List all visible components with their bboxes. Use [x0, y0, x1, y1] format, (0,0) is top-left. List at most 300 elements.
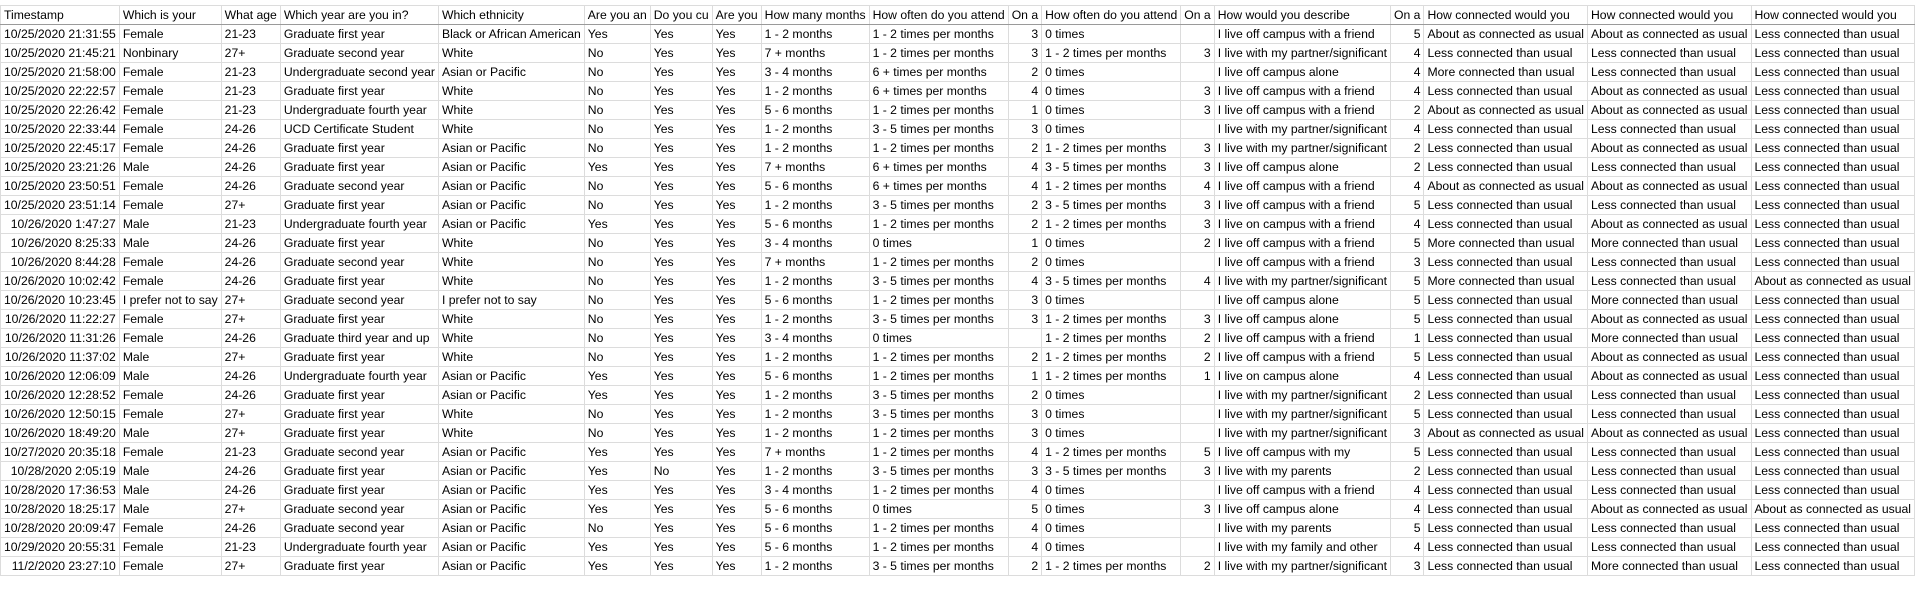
table-cell[interactable]: 27+ — [221, 44, 280, 63]
table-cell[interactable]: 0 times — [869, 329, 1008, 348]
table-cell[interactable]: Less connected than usual — [1587, 538, 1751, 557]
table-cell[interactable]: 2 — [1181, 348, 1214, 367]
table-cell[interactable]: Less connected than usual — [1424, 139, 1588, 158]
table-cell[interactable]: Yes — [584, 367, 650, 386]
table-cell[interactable]: Less connected than usual — [1587, 158, 1751, 177]
table-cell[interactable]: Yes — [650, 272, 712, 291]
table-cell[interactable]: Graduate first year — [280, 196, 438, 215]
table-cell[interactable]: No — [584, 139, 650, 158]
table-cell[interactable]: 1 - 2 times per months — [869, 424, 1008, 443]
table-cell[interactable]: 10/25/2020 23:21:26 — [1, 158, 120, 177]
table-cell[interactable]: 1 - 2 times per months — [1042, 177, 1181, 196]
table-cell[interactable]: 1 - 2 times per months — [1042, 329, 1181, 348]
column-header[interactable]: Which year are you in? — [280, 6, 438, 25]
table-cell[interactable]: About as connected as usual — [1587, 310, 1751, 329]
table-cell[interactable]: Yes — [650, 234, 712, 253]
table-cell[interactable]: I prefer not to say — [119, 291, 221, 310]
table-cell[interactable]: Less connected than usual — [1751, 196, 1915, 215]
table-cell[interactable]: About as connected as usual — [1587, 25, 1751, 44]
table-cell[interactable]: Asian or Pacific — [438, 367, 584, 386]
table-cell[interactable]: Yes — [584, 25, 650, 44]
table-cell[interactable]: Graduate first year — [280, 139, 438, 158]
table-cell[interactable]: 10/26/2020 11:22:27 — [1, 310, 120, 329]
table-cell[interactable]: Undergraduate fourth year — [280, 538, 438, 557]
table-cell[interactable]: 4 — [1008, 158, 1041, 177]
table-cell[interactable]: 10/25/2020 22:45:17 — [1, 139, 120, 158]
table-cell[interactable]: 4 — [1008, 519, 1041, 538]
table-cell[interactable]: Yes — [712, 386, 761, 405]
table-cell[interactable]: Less connected than usual — [1424, 481, 1588, 500]
table-cell[interactable]: Yes — [712, 82, 761, 101]
table-cell[interactable]: Less connected than usual — [1587, 44, 1751, 63]
table-cell[interactable]: 5 - 6 months — [761, 538, 869, 557]
table-cell[interactable]: Less connected than usual — [1751, 519, 1915, 538]
table-cell[interactable]: Yes — [650, 196, 712, 215]
table-cell[interactable]: Less connected than usual — [1751, 386, 1915, 405]
table-cell[interactable]: 3 — [1008, 310, 1041, 329]
table-cell[interactable]: 0 times — [1042, 82, 1181, 101]
table-cell[interactable]: I live off campus with my — [1214, 443, 1390, 462]
table-cell[interactable]: Less connected than usual — [1424, 557, 1588, 576]
table-cell[interactable]: 5 — [1391, 291, 1424, 310]
table-cell[interactable]: Graduate first year — [280, 481, 438, 500]
table-cell[interactable]: Yes — [650, 291, 712, 310]
table-cell[interactable]: 1 - 2 times per months — [1042, 367, 1181, 386]
table-cell[interactable]: 1 - 2 times per months — [1042, 139, 1181, 158]
table-cell[interactable]: Yes — [584, 538, 650, 557]
table-cell[interactable]: No — [584, 405, 650, 424]
table-cell[interactable]: 10/29/2020 20:55:31 — [1, 538, 120, 557]
table-cell[interactable]: 7 + months — [761, 253, 869, 272]
table-cell[interactable]: More connected than usual — [1587, 557, 1751, 576]
table-cell[interactable]: Yes — [712, 63, 761, 82]
table-cell[interactable]: More connected than usual — [1424, 63, 1588, 82]
table-cell[interactable]: Undergraduate fourth year — [280, 215, 438, 234]
table-cell[interactable]: Less connected than usual — [1424, 367, 1588, 386]
table-cell[interactable]: White — [438, 424, 584, 443]
table-cell[interactable]: White — [438, 82, 584, 101]
table-cell[interactable]: Less connected than usual — [1424, 329, 1588, 348]
table-cell[interactable]: Yes — [650, 367, 712, 386]
table-cell[interactable]: 5 - 6 months — [761, 101, 869, 120]
table-cell[interactable]: 3 - 5 times per months — [869, 405, 1008, 424]
table-cell[interactable]: Yes — [584, 500, 650, 519]
column-header[interactable]: Which is your — [119, 6, 221, 25]
table-cell[interactable]: I live off campus with a friend — [1214, 234, 1390, 253]
table-cell[interactable]: 0 times — [1042, 405, 1181, 424]
table-cell[interactable]: 5 - 6 months — [761, 177, 869, 196]
table-cell[interactable]: Yes — [712, 25, 761, 44]
table-cell[interactable]: 21-23 — [221, 101, 280, 120]
table-cell[interactable]: 0 times — [1042, 291, 1181, 310]
table-cell[interactable]: 2 — [1008, 139, 1041, 158]
table-cell[interactable]: I prefer not to say — [438, 291, 584, 310]
table-cell[interactable]: 4 — [1391, 120, 1424, 139]
table-cell[interactable]: Male — [119, 348, 221, 367]
table-cell[interactable]: Less connected than usual — [1751, 291, 1915, 310]
table-cell[interactable]: 4 — [1391, 44, 1424, 63]
table-cell[interactable]: Less connected than usual — [1587, 443, 1751, 462]
table-cell[interactable]: 24-26 — [221, 158, 280, 177]
table-cell[interactable]: 24-26 — [221, 519, 280, 538]
table-cell[interactable]: Yes — [650, 481, 712, 500]
table-cell[interactable]: Yes — [712, 196, 761, 215]
table-cell[interactable]: 6 + times per months — [869, 177, 1008, 196]
table-cell[interactable]: 6 + times per months — [869, 82, 1008, 101]
table-cell[interactable]: Less connected than usual — [1751, 234, 1915, 253]
table-cell[interactable]: About as connected as usual — [1587, 82, 1751, 101]
table-cell[interactable]: Graduate first year — [280, 462, 438, 481]
table-cell[interactable]: Asian or Pacific — [438, 443, 584, 462]
table-cell[interactable]: 2 — [1008, 386, 1041, 405]
table-cell[interactable]: Yes — [712, 329, 761, 348]
table-cell[interactable]: 27+ — [221, 196, 280, 215]
table-cell[interactable]: 1 - 2 times per months — [1042, 44, 1181, 63]
table-cell[interactable]: 7 + months — [761, 443, 869, 462]
table-cell[interactable]: 27+ — [221, 424, 280, 443]
table-cell[interactable]: 27+ — [221, 557, 280, 576]
table-cell[interactable]: Less connected than usual — [1587, 462, 1751, 481]
table-cell[interactable]: 0 times — [1042, 424, 1181, 443]
table-cell[interactable]: Yes — [650, 424, 712, 443]
table-cell[interactable]: Yes — [650, 158, 712, 177]
table-cell[interactable]: About as connected as usual — [1587, 424, 1751, 443]
table-cell[interactable]: Female — [119, 253, 221, 272]
table-cell[interactable]: Less connected than usual — [1751, 443, 1915, 462]
table-cell[interactable]: I live off campus with a friend — [1214, 348, 1390, 367]
table-cell[interactable]: Yes — [712, 500, 761, 519]
table-cell[interactable]: 7 + months — [761, 158, 869, 177]
table-cell[interactable]: I live with my partner/significant — [1214, 120, 1390, 139]
table-cell[interactable]: No — [650, 462, 712, 481]
table-cell[interactable]: Yes — [584, 443, 650, 462]
table-cell[interactable]: I live off campus alone — [1214, 310, 1390, 329]
table-cell[interactable]: 3 - 5 times per months — [869, 120, 1008, 139]
table-cell[interactable]: 1 - 2 months — [761, 120, 869, 139]
table-cell[interactable]: 4 — [1008, 177, 1041, 196]
table-cell[interactable]: 21-23 — [221, 443, 280, 462]
table-cell[interactable]: 24-26 — [221, 139, 280, 158]
table-cell[interactable]: I live off campus with a friend — [1214, 82, 1390, 101]
table-cell[interactable]: Yes — [584, 462, 650, 481]
table-cell[interactable]: Less connected than usual — [1751, 44, 1915, 63]
table-cell[interactable]: About as connected as usual — [1424, 101, 1588, 120]
table-cell[interactable]: Female — [119, 120, 221, 139]
table-cell[interactable]: About as connected as usual — [1751, 272, 1915, 291]
table-cell[interactable]: Yes — [712, 291, 761, 310]
table-cell[interactable]: Less connected than usual — [1751, 139, 1915, 158]
table-cell[interactable]: 4 — [1181, 272, 1214, 291]
table-cell[interactable]: More connected than usual — [1424, 234, 1588, 253]
table-cell[interactable]: 0 times — [1042, 234, 1181, 253]
table-cell[interactable]: Yes — [712, 177, 761, 196]
table-cell[interactable]: 24-26 — [221, 253, 280, 272]
table-cell[interactable] — [1181, 481, 1214, 500]
table-cell[interactable]: I live off campus with a friend — [1214, 253, 1390, 272]
table-cell[interactable]: Less connected than usual — [1751, 101, 1915, 120]
table-cell[interactable]: Male — [119, 215, 221, 234]
table-cell[interactable]: 5 — [1391, 196, 1424, 215]
table-cell[interactable]: 10/26/2020 18:49:20 — [1, 424, 120, 443]
table-cell[interactable]: I live off campus with a friend — [1214, 196, 1390, 215]
table-cell[interactable]: Yes — [712, 462, 761, 481]
table-cell[interactable]: Yes — [712, 158, 761, 177]
table-cell[interactable]: Male — [119, 462, 221, 481]
table-cell[interactable]: Graduate third year and up — [280, 329, 438, 348]
table-cell[interactable]: Yes — [650, 177, 712, 196]
column-header[interactable]: How would you describe — [1214, 6, 1390, 25]
column-header[interactable]: Which ethnicity — [438, 6, 584, 25]
table-cell[interactable]: 4 — [1391, 481, 1424, 500]
table-cell[interactable]: Yes — [712, 272, 761, 291]
table-cell[interactable]: 0 times — [1042, 63, 1181, 82]
table-cell[interactable]: 0 times — [869, 500, 1008, 519]
table-cell[interactable]: Less connected than usual — [1751, 367, 1915, 386]
table-cell[interactable]: Less connected than usual — [1424, 405, 1588, 424]
column-header[interactable]: How often do you attend — [869, 6, 1008, 25]
table-cell[interactable]: Undergraduate fourth year — [280, 101, 438, 120]
table-cell[interactable]: Less connected than usual — [1751, 253, 1915, 272]
table-cell[interactable]: Less connected than usual — [1751, 63, 1915, 82]
table-cell[interactable]: Asian or Pacific — [438, 139, 584, 158]
table-cell[interactable]: I live with my partner/significant — [1214, 386, 1390, 405]
table-cell[interactable]: Graduate first year — [280, 310, 438, 329]
table-cell[interactable]: 3 — [1181, 158, 1214, 177]
table-cell[interactable]: I live off campus alone — [1214, 158, 1390, 177]
table-cell[interactable]: 10/25/2020 23:50:51 — [1, 177, 120, 196]
table-cell[interactable]: 21-23 — [221, 82, 280, 101]
table-cell[interactable]: Less connected than usual — [1587, 405, 1751, 424]
table-cell[interactable]: Female — [119, 538, 221, 557]
table-cell[interactable]: 0 times — [1042, 25, 1181, 44]
table-cell[interactable]: Asian or Pacific — [438, 481, 584, 500]
table-cell[interactable]: 1 - 2 times per months — [1042, 310, 1181, 329]
table-cell[interactable]: Yes — [712, 310, 761, 329]
table-cell[interactable]: No — [584, 101, 650, 120]
table-cell[interactable]: Male — [119, 234, 221, 253]
table-cell[interactable] — [1181, 538, 1214, 557]
table-cell[interactable]: 2 — [1391, 386, 1424, 405]
table-cell[interactable]: 1 - 2 times per months — [869, 215, 1008, 234]
table-cell[interactable] — [1008, 329, 1041, 348]
table-cell[interactable]: About as connected as usual — [1587, 101, 1751, 120]
table-cell[interactable]: White — [438, 44, 584, 63]
table-cell[interactable]: Yes — [584, 481, 650, 500]
table-cell[interactable]: 3 — [1008, 291, 1041, 310]
table-cell[interactable]: 27+ — [221, 405, 280, 424]
table-cell[interactable]: 0 times — [1042, 519, 1181, 538]
table-cell[interactable] — [1181, 63, 1214, 82]
table-cell[interactable]: I live with my parents — [1214, 462, 1390, 481]
table-cell[interactable]: Graduate first year — [280, 158, 438, 177]
table-cell[interactable]: Less connected than usual — [1424, 443, 1588, 462]
table-cell[interactable]: Female — [119, 196, 221, 215]
column-header[interactable]: Are you — [712, 6, 761, 25]
table-cell[interactable]: I live on campus alone — [1214, 367, 1390, 386]
table-cell[interactable]: 10/25/2020 21:45:21 — [1, 44, 120, 63]
table-cell[interactable]: 1 - 2 months — [761, 386, 869, 405]
table-cell[interactable]: 10/28/2020 17:36:53 — [1, 481, 120, 500]
table-cell[interactable]: 3 - 5 times per months — [1042, 462, 1181, 481]
table-cell[interactable]: 1 - 2 times per months — [869, 519, 1008, 538]
table-cell[interactable]: 5 — [1391, 405, 1424, 424]
table-cell[interactable]: 1 - 2 times per months — [869, 253, 1008, 272]
table-cell[interactable]: 1 - 2 months — [761, 348, 869, 367]
column-header[interactable]: What age — [221, 6, 280, 25]
table-cell[interactable]: I live with my partner/significant — [1214, 557, 1390, 576]
table-cell[interactable]: 3 — [1008, 25, 1041, 44]
table-cell[interactable]: Less connected than usual — [1424, 120, 1588, 139]
table-cell[interactable]: 1 — [1391, 329, 1424, 348]
table-cell[interactable] — [1181, 291, 1214, 310]
table-cell[interactable]: Graduate second year — [280, 177, 438, 196]
table-cell[interactable]: I live on campus with a friend — [1214, 215, 1390, 234]
table-cell[interactable]: Graduate second year — [280, 253, 438, 272]
table-cell[interactable]: Yes — [712, 557, 761, 576]
table-cell[interactable]: No — [584, 234, 650, 253]
table-cell[interactable]: Female — [119, 139, 221, 158]
table-cell[interactable]: Less connected than usual — [1587, 519, 1751, 538]
table-cell[interactable]: Less connected than usual — [1424, 386, 1588, 405]
table-cell[interactable]: 1 - 2 times per months — [869, 101, 1008, 120]
table-cell[interactable]: More connected than usual — [1587, 291, 1751, 310]
table-cell[interactable]: 3 — [1008, 120, 1041, 139]
table-cell[interactable]: Yes — [650, 519, 712, 538]
table-cell[interactable]: 2 — [1391, 462, 1424, 481]
table-cell[interactable]: 4 — [1008, 481, 1041, 500]
column-header[interactable]: Do you cu — [650, 6, 712, 25]
table-cell[interactable]: More connected than usual — [1587, 234, 1751, 253]
table-cell[interactable]: 3 — [1008, 405, 1041, 424]
table-cell[interactable]: 5 — [1391, 348, 1424, 367]
table-cell[interactable]: 1 - 2 times per months — [1042, 443, 1181, 462]
table-cell[interactable]: 1 - 2 months — [761, 405, 869, 424]
table-cell[interactable]: 10/26/2020 12:06:09 — [1, 367, 120, 386]
table-cell[interactable]: 3 - 4 months — [761, 329, 869, 348]
table-cell[interactable]: Graduate first year — [280, 272, 438, 291]
table-cell[interactable]: 4 — [1391, 500, 1424, 519]
table-cell[interactable]: Asian or Pacific — [438, 158, 584, 177]
table-cell[interactable]: I live with my partner/significant — [1214, 139, 1390, 158]
table-cell[interactable]: About as connected as usual — [1587, 139, 1751, 158]
table-cell[interactable]: Graduate second year — [280, 291, 438, 310]
table-cell[interactable]: I live with my partner/significant — [1214, 424, 1390, 443]
table-cell[interactable]: Less connected than usual — [1751, 82, 1915, 101]
table-cell[interactable]: Less connected than usual — [1424, 196, 1588, 215]
table-cell[interactable]: White — [438, 348, 584, 367]
table-cell[interactable] — [1181, 253, 1214, 272]
table-cell[interactable]: Yes — [712, 215, 761, 234]
table-cell[interactable]: 0 times — [1042, 481, 1181, 500]
column-header[interactable]: How connected would you — [1424, 6, 1588, 25]
table-cell[interactable]: Undergraduate fourth year — [280, 367, 438, 386]
table-cell[interactable]: 2 — [1391, 139, 1424, 158]
table-cell[interactable]: 0 times — [1042, 253, 1181, 272]
table-cell[interactable]: White — [438, 329, 584, 348]
table-cell[interactable]: Yes — [712, 538, 761, 557]
column-header[interactable]: How connected would you — [1751, 6, 1915, 25]
column-header[interactable]: On a — [1181, 6, 1214, 25]
column-header[interactable]: Timestamp — [1, 6, 120, 25]
table-cell[interactable]: Less connected than usual — [1587, 196, 1751, 215]
table-cell[interactable]: Yes — [650, 253, 712, 272]
table-cell[interactable]: Yes — [712, 253, 761, 272]
table-cell[interactable]: Yes — [712, 101, 761, 120]
table-cell[interactable]: Less connected than usual — [1751, 215, 1915, 234]
table-cell[interactable]: Asian or Pacific — [438, 177, 584, 196]
table-cell[interactable]: Asian or Pacific — [438, 196, 584, 215]
table-cell[interactable]: 21-23 — [221, 63, 280, 82]
table-cell[interactable]: 1 - 2 times per months — [1042, 557, 1181, 576]
table-cell[interactable]: About as connected as usual — [1424, 25, 1588, 44]
table-cell[interactable]: 5 — [1391, 272, 1424, 291]
table-cell[interactable]: 4 — [1391, 215, 1424, 234]
table-cell[interactable]: Yes — [650, 215, 712, 234]
table-cell[interactable]: I live off campus alone — [1214, 63, 1390, 82]
table-cell[interactable]: 3 — [1181, 310, 1214, 329]
table-cell[interactable]: Yes — [712, 367, 761, 386]
table-cell[interactable]: 0 times — [869, 234, 1008, 253]
table-cell[interactable]: 24-26 — [221, 234, 280, 253]
table-cell[interactable]: 24-26 — [221, 367, 280, 386]
table-cell[interactable]: Less connected than usual — [1424, 348, 1588, 367]
table-cell[interactable]: Less connected than usual — [1587, 272, 1751, 291]
table-cell[interactable]: 4 — [1391, 63, 1424, 82]
table-cell[interactable]: Yes — [584, 215, 650, 234]
table-cell[interactable]: Less connected than usual — [1424, 519, 1588, 538]
table-cell[interactable]: 0 times — [1042, 538, 1181, 557]
table-cell[interactable]: No — [584, 44, 650, 63]
table-cell[interactable]: 10/26/2020 12:28:52 — [1, 386, 120, 405]
table-cell[interactable]: White — [438, 253, 584, 272]
table-cell[interactable]: I live off campus with a friend — [1214, 329, 1390, 348]
table-cell[interactable]: 1 — [1008, 234, 1041, 253]
table-cell[interactable]: 1 - 2 months — [761, 557, 869, 576]
table-cell[interactable]: 3 - 4 months — [761, 234, 869, 253]
table-cell[interactable]: Graduate first year — [280, 234, 438, 253]
table-cell[interactable]: 5 — [1391, 310, 1424, 329]
table-cell[interactable]: Yes — [650, 386, 712, 405]
table-cell[interactable]: 1 — [1008, 101, 1041, 120]
table-cell[interactable]: Less connected than usual — [1751, 481, 1915, 500]
table-cell[interactable]: Yes — [650, 348, 712, 367]
table-cell[interactable]: Female — [119, 82, 221, 101]
table-cell[interactable]: No — [584, 519, 650, 538]
table-cell[interactable]: No — [584, 196, 650, 215]
table-cell[interactable]: Yes — [712, 139, 761, 158]
table-cell[interactable]: 3 — [1008, 462, 1041, 481]
table-cell[interactable]: 10/25/2020 22:22:57 — [1, 82, 120, 101]
table-cell[interactable]: About as connected as usual — [1587, 367, 1751, 386]
column-header[interactable]: How connected would you — [1587, 6, 1751, 25]
table-cell[interactable]: Less connected than usual — [1751, 424, 1915, 443]
table-cell[interactable]: More connected than usual — [1424, 272, 1588, 291]
table-cell[interactable]: 10/28/2020 2:05:19 — [1, 462, 120, 481]
table-cell[interactable]: About as connected as usual — [1424, 177, 1588, 196]
table-cell[interactable]: 5 — [1181, 443, 1214, 462]
table-cell[interactable]: Less connected than usual — [1587, 63, 1751, 82]
table-cell[interactable]: Yes — [712, 481, 761, 500]
table-cell[interactable]: 10/26/2020 12:50:15 — [1, 405, 120, 424]
table-cell[interactable]: Yes — [650, 538, 712, 557]
table-cell[interactable]: 24-26 — [221, 329, 280, 348]
table-cell[interactable]: Yes — [712, 443, 761, 462]
table-cell[interactable]: No — [584, 272, 650, 291]
table-cell[interactable]: Asian or Pacific — [438, 519, 584, 538]
table-cell[interactable]: 2 — [1008, 196, 1041, 215]
table-cell[interactable]: Less connected than usual — [1424, 500, 1588, 519]
table-cell[interactable]: I live off campus alone — [1214, 500, 1390, 519]
